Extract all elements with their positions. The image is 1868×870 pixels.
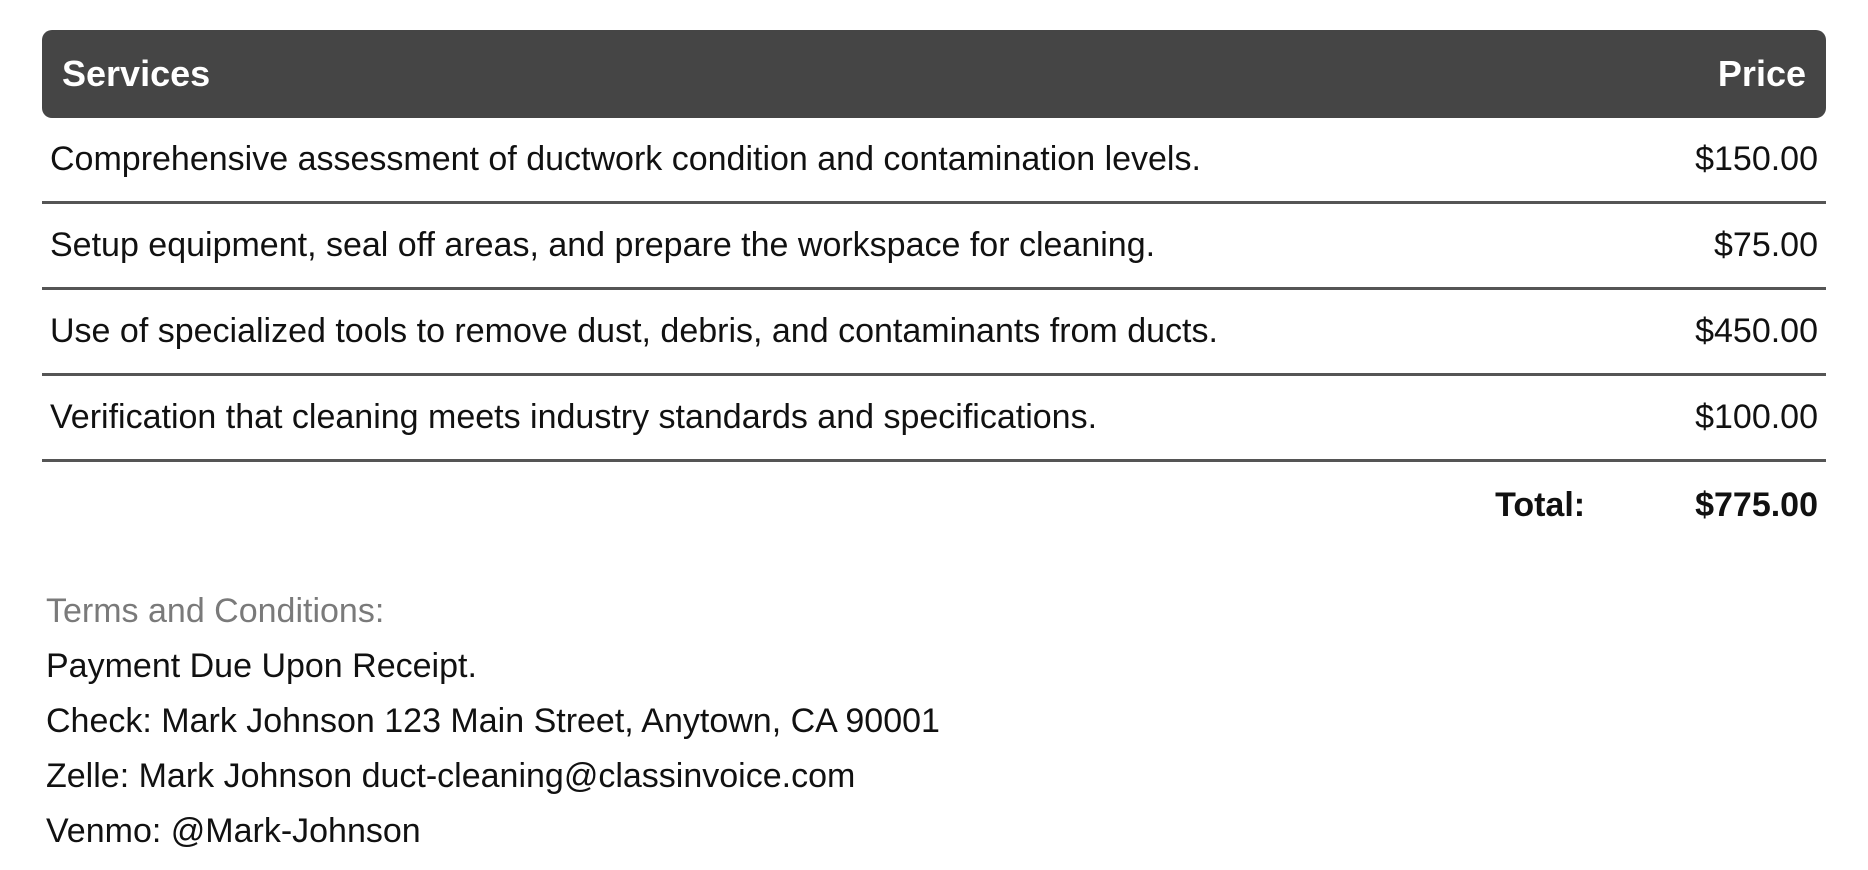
terms-line-payment: Payment Due Upon Receipt. [46, 647, 477, 685]
total-label: Total: [1495, 485, 1586, 524]
table-row [42, 290, 1826, 376]
service-description: Verification that cleaning meets industry standards and specifications. [50, 398, 1098, 436]
service-description: Setup equipment, seal off areas, and prepare the workspace for cleaning. [50, 226, 1156, 264]
services-column-header: Services [62, 53, 211, 94]
table-header-row [42, 30, 1826, 118]
service-price: $100.00 [1695, 398, 1818, 436]
terms-heading: Terms and Conditions: [46, 592, 385, 630]
total-value: $775.00 [1695, 485, 1818, 524]
services-table [42, 30, 1826, 548]
service-price: $75.00 [1714, 226, 1818, 264]
service-description: Use of specialized tools to remove dust, debris, and contaminants from ducts. [50, 312, 1218, 350]
service-price: $150.00 [1695, 140, 1818, 178]
price-column-header: Price [1717, 53, 1806, 94]
terms-line-zelle: Zelle: Mark Johnson duct-cleaning@classinvoice.com [46, 757, 856, 795]
total-row [42, 462, 1826, 548]
table-row [42, 118, 1826, 204]
terms-section [42, 584, 1826, 859]
terms-line-check: Check: Mark Johnson 123 Main Street, Anytown, CA 90001 [46, 702, 940, 740]
service-price: $450.00 [1695, 312, 1818, 350]
service-description: Comprehensive assessment of ductwork condition and contamination levels. [50, 140, 1201, 178]
table-row [42, 376, 1826, 462]
terms-line-venmo: Venmo: @Mark-Johnson [46, 812, 421, 850]
table-row [42, 204, 1826, 290]
